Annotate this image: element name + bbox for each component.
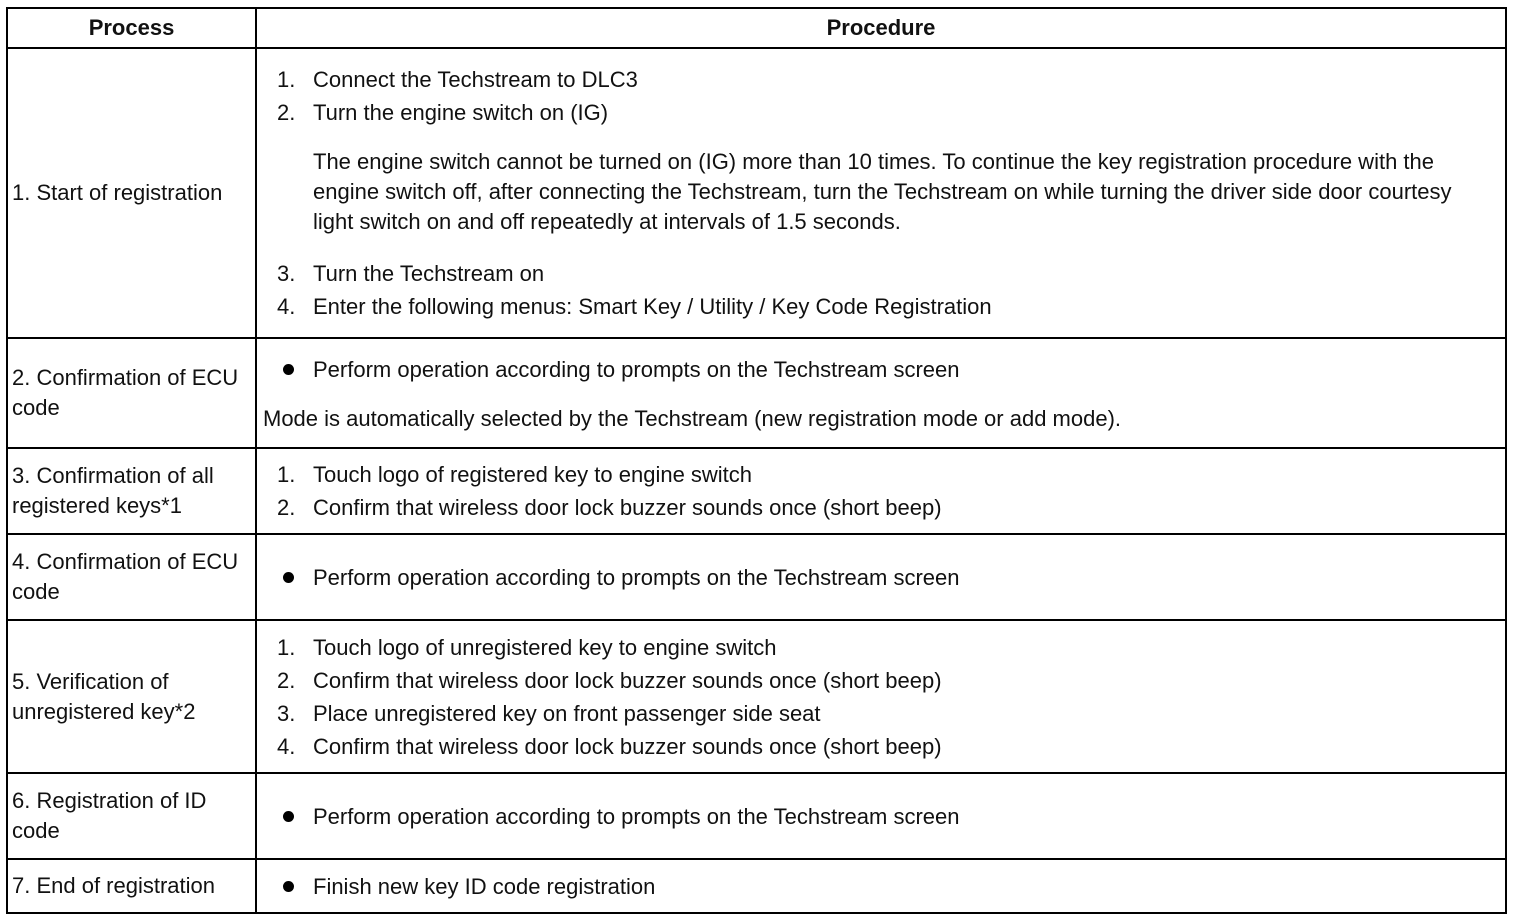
key-registration-table	[6, 7, 1507, 914]
process-cell: 5. Verification of unregistered key*2	[7, 620, 256, 773]
step-item	[261, 697, 1501, 730]
procedure-cell	[256, 448, 1506, 534]
bullet-text: Finish new key ID code registration	[313, 873, 656, 899]
process-cell: 2. Confirmation of ECU code	[7, 338, 256, 448]
procedure-cell	[256, 620, 1506, 773]
step-text: Connect the Techstream to DLC3	[313, 67, 638, 92]
table-row	[7, 620, 1506, 773]
step-number: 1.	[277, 67, 296, 92]
procedure-cell	[256, 773, 1506, 859]
table-row	[7, 338, 1506, 448]
bullet-dot-icon	[261, 353, 313, 386]
step-item	[261, 96, 1501, 129]
bullet-item	[261, 870, 1501, 903]
bullet-dot-icon	[261, 800, 313, 833]
step-number: 4.	[277, 294, 296, 319]
step-number: 2.	[277, 100, 296, 125]
process-cell: 3. Confirmation of all registered keys*1	[7, 448, 256, 534]
step-number: 3.	[277, 261, 296, 286]
process-cell: 7. End of registration	[7, 859, 256, 913]
step-item	[261, 491, 1501, 524]
bullet-item	[261, 353, 1501, 386]
bullet-dot-icon	[261, 561, 313, 594]
step-item	[261, 458, 1501, 491]
process-cell: 6. Registration of ID code	[7, 773, 256, 859]
step-item	[261, 290, 1501, 323]
table-row	[7, 773, 1506, 859]
procedure-cell	[256, 534, 1506, 620]
step-number: 1.	[277, 462, 296, 487]
step-text: Turn the engine switch on (IG)	[313, 100, 609, 125]
table-row	[7, 534, 1506, 620]
step-number: 2.	[277, 495, 296, 520]
step-text: Place unregistered key on front passenger side seat	[313, 700, 821, 726]
procedure-cell	[256, 859, 1506, 913]
process-cell: 1. Start of registration	[7, 48, 256, 338]
bullet-text: Perform operation according to prompts on the Techstream screen	[313, 564, 960, 590]
bullet-dot-icon	[261, 870, 313, 903]
table-header-row	[7, 8, 1506, 48]
step-text: Touch logo of unregistered key to engine switch	[313, 634, 777, 660]
step-number: 1.	[277, 634, 296, 660]
procedure-note: The engine switch cannot be turned on (IG) more than 10 times. To continue the key registration procedure with the engine switch off, after connecting the Techstream, turn the Techstream on while turning the driver side door courtesy light switch on and off repeatedly at intervals of 1.5 seconds.	[313, 149, 1452, 234]
step-number: 3.	[277, 700, 296, 726]
step-text: Enter the following menus: Smart Key / Utility / Key Code Registration	[313, 294, 992, 319]
step-number: 4.	[277, 733, 296, 759]
table-row	[7, 48, 1506, 338]
process-cell: 4. Confirmation of ECU code	[7, 534, 256, 620]
step-text: Touch logo of registered key to engine switch	[313, 462, 753, 487]
procedure-document	[6, 7, 1505, 914]
procedure-cell	[256, 338, 1506, 448]
step-item	[261, 63, 1501, 96]
step-text: Confirm that wireless door lock buzzer sounds once (short beep)	[313, 495, 942, 520]
step-number: 2.	[277, 667, 296, 693]
header-procedure: Procedure	[256, 8, 1506, 48]
step-text: Confirm that wireless door lock buzzer sounds once (short beep)	[313, 733, 942, 759]
table-row	[7, 448, 1506, 534]
bullet-text: Perform operation according to prompts on the Techstream screen	[313, 803, 960, 829]
procedure-note: Mode is automatically selected by the Techstream (new registration mode or add mode).	[263, 405, 1122, 431]
procedure-cell	[256, 48, 1506, 338]
bullet-item	[261, 561, 1501, 594]
step-item	[261, 257, 1501, 290]
step-text: Turn the Techstream on	[313, 261, 545, 286]
step-item	[261, 664, 1501, 697]
step-text: Confirm that wireless door lock buzzer sounds once (short beep)	[313, 667, 942, 693]
header-process: Process	[7, 8, 256, 48]
bullet-item	[261, 800, 1501, 833]
table-row	[7, 859, 1506, 913]
bullet-text: Perform operation according to prompts on the Techstream screen	[313, 356, 960, 382]
step-item	[261, 631, 1501, 664]
step-item	[261, 730, 1501, 763]
